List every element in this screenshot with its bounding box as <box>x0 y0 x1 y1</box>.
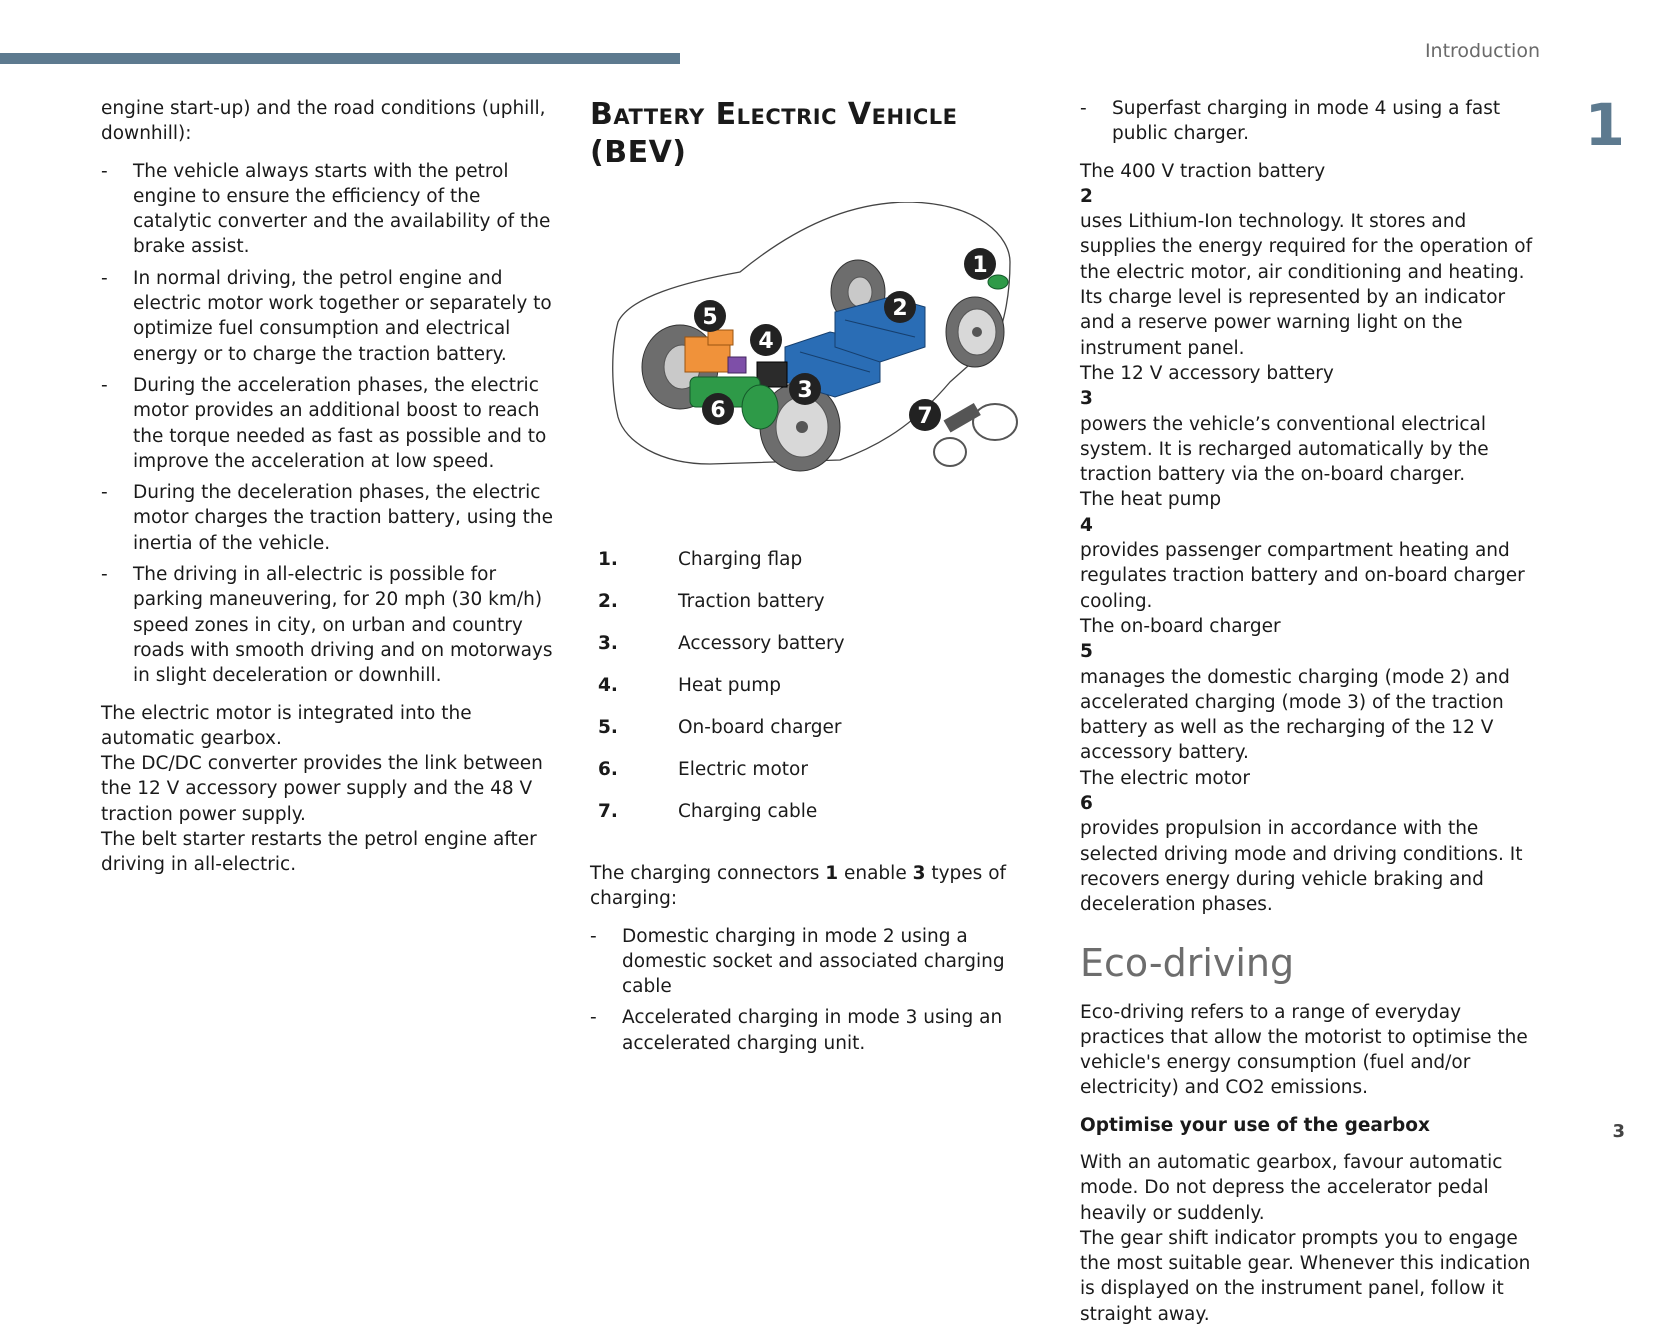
charging-cable <box>934 403 1017 466</box>
svg-text:4: 4 <box>758 329 774 354</box>
svg-text:2: 2 <box>892 296 908 321</box>
svg-text:6: 6 <box>710 398 726 423</box>
svg-text:7: 7 <box>917 404 933 429</box>
charging-modes-list <box>590 924 1025 1056</box>
components-paragraph <box>1080 159 1542 918</box>
column-right <box>1080 96 1542 1327</box>
callout-6 <box>702 393 734 425</box>
charger-line: The on-board charger 5 manages the domestic charging (mode 2) and accelerated charging (mode 3) of the traction battery as well as the recharging of the 12 V accessory battery. <box>1080 615 1510 764</box>
bev-diagram <box>590 202 1025 502</box>
column-middle <box>590 96 1025 1068</box>
list-item: - In normal driving, the petrol engine and electric motor work together or separately to optimize fuel consumption and electrical energy or to charge the traction battery. <box>101 267 552 365</box>
superfast-list <box>1080 96 1542 147</box>
callout-5 <box>694 300 726 332</box>
legend-item: 5. On-board charger <box>598 717 842 738</box>
callout-7 <box>909 399 941 431</box>
intro-text: engine start-up) and the road conditions (uphill, downhill): <box>101 98 546 145</box>
list-item: - Accelerated charging in mode 3 using an accelerated charging unit. <box>590 1007 1003 1054</box>
page-number: 3 <box>1612 1121 1625 1142</box>
svg-text:3: 3 <box>797 378 813 403</box>
callout-2 <box>884 291 916 323</box>
callout-3 <box>789 373 821 405</box>
svg-text:1: 1 <box>972 253 988 278</box>
battery-line: The 400 V traction battery 2 uses Lithium-Ion technology. It stores and supplies the energy required for the operation of the electric motor, air conditioning and heating. Its charge level is represented by an indicator and a reserve power warning light on the instrument panel. <box>1080 160 1533 359</box>
list-item: - During the acceleration phases, the electric motor provides an additional boost to reach the torque needed as fast as possible and to improve the acceleration at low speed. <box>101 374 547 472</box>
motor-line: The electric motor 6 provides propulsion in accordance with the selected driving mode and driving conditions. It recovers energy during vehicle braking and deceleration phases. <box>1080 767 1523 916</box>
callout-4 <box>750 324 782 356</box>
charging-flap <box>988 275 1008 289</box>
legend-item: 7. Charging cable <box>598 801 818 822</box>
header-bar <box>0 53 680 64</box>
legend-item: 3. Accessory battery <box>598 633 845 654</box>
component-legend <box>590 547 1025 841</box>
list-item: - Domestic charging in mode 2 using a domestic socket and associated charging cable <box>590 925 1005 998</box>
chapter-number: 1 <box>1584 91 1625 159</box>
accessory-battery <box>757 362 787 387</box>
eco-intro: Eco-driving refers to a range of everyday practices that allow the motorist to optimise the vehicle's energy consumption (fuel and/or electricity) and CO2 emissions. <box>1080 1001 1528 1099</box>
column-left <box>101 96 563 878</box>
callout-1 <box>964 248 996 280</box>
connectors-text: The charging connectors 1 enable 3 types of charging: <box>590 863 1007 910</box>
list-item: - The vehicle always starts with the petrol engine to ensure the efficiency of the catalytic converter and the availability of the brake assist. <box>101 160 551 258</box>
section-label: Introduction <box>1424 40 1540 62</box>
heat-pump <box>728 357 746 373</box>
list-item: - The driving in all-electric is possible for parking maneuvering, for 20 mph (30 km/h) speed zones in city, on urban and country roads with smooth driving and on motorways in slight deceleration or downhill. <box>101 564 553 687</box>
eco-driving-heading: Eco-driving <box>1080 940 1295 985</box>
list-item: - Superfast charging in mode 4 using a fast public charger. <box>1080 98 1501 145</box>
legend-item: 1. Charging flap <box>598 549 803 570</box>
heat-pump-line: The heat pump 4 provides passenger compartment heating and regulates traction battery and on-board charger cooling. <box>1080 489 1525 612</box>
motor-paragraph: The electric motor is integrated into the automatic gearbox. The DC/DC converter provides the link between the 12 V accessory power supply and the 48 V traction power supply. The belt starter restarts the petrol engine after driving in all-electric. <box>101 702 543 876</box>
gearbox-subheading: Optimise your use of the gearbox <box>1080 1114 1430 1136</box>
bev-heading: Battery Electric Vehicle (BEV) <box>590 97 958 170</box>
legend-item: 2. Traction battery <box>598 591 825 612</box>
svg-text:5: 5 <box>702 305 718 330</box>
list-item: - During the deceleration phases, the electric motor charges the traction battery, using the inertia of the vehicle. <box>101 482 553 554</box>
legend-item: 4. Heat pump <box>598 675 781 696</box>
front-wheel-right <box>946 297 1004 367</box>
gearbox-paragraph: With an automatic gearbox, favour automatic mode. Do not depress the accelerator pedal heavily or suddenly. The gear shift indicator prompts you to engage the most suitable gear. Whenever this indication is displayed on the instrument panel, follow it straight away. <box>1080 1151 1531 1325</box>
legend-item: 6. Electric motor <box>598 759 808 780</box>
hybrid-bullet-list <box>101 159 563 689</box>
accessory-line: The 12 V accessory battery 3 powers the vehicle’s conventional electrical system. It is recharged automatically by the traction battery via the on-board charger. <box>1080 362 1489 486</box>
